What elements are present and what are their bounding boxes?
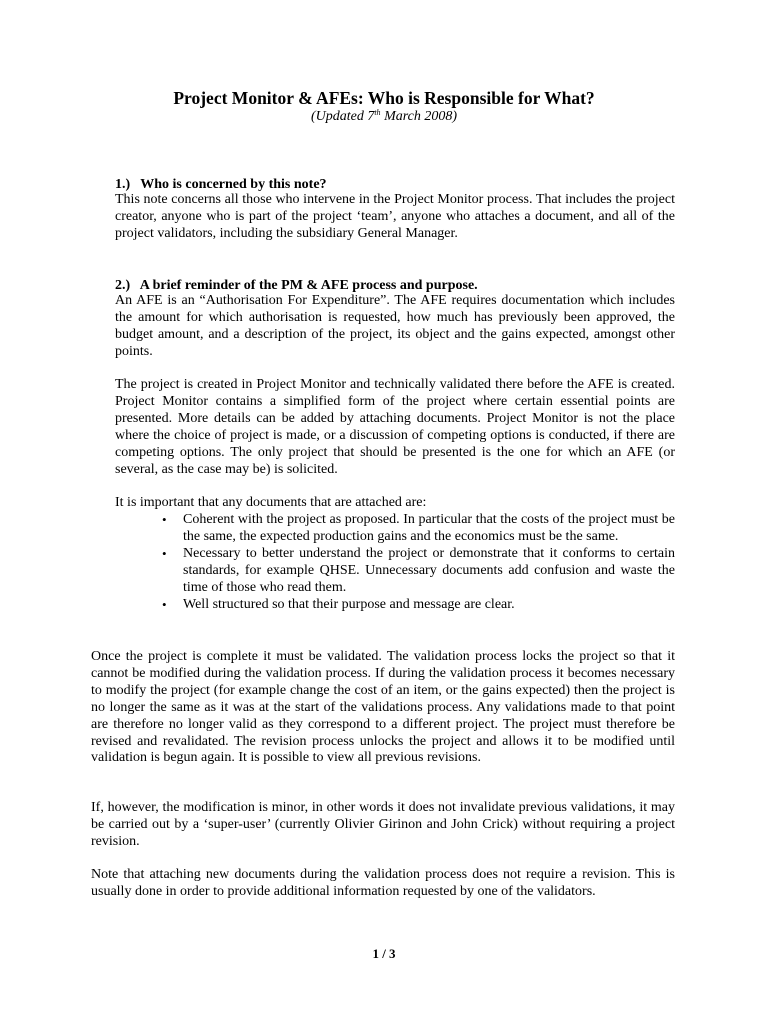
section-2-title: A brief reminder of the PM & AFE process and purpose. [139,278,478,293]
list-item-text: Coherent with the project as proposed. In particular that the costs of the project must be the same, the expected production gains and the economics must be the same. [183,512,675,544]
list-item [162,596,675,614]
section-2-paragraph-project-monitor: The project is created in Project Monitor and technically validated there before the AFE is created. Project Monitor contains a simplified form of the project where certain essential points are presented. More details can be added by attaching documents. Project Monitor is not the place where the choice of project is made, or a discussion of competing options is conducted, if there are competing options. The only project that should be presented is the one for which an AFE (or several, as the case may be) is solicited. [115,377,675,477]
attached-documents-list [162,512,675,613]
bullet-icon: • [162,596,167,612]
bullet-icon: • [162,512,167,527]
section-1-title: Who is concerned by this note? [140,177,327,192]
document-title: Project Monitor & AFEs: Who is Responsible for What? [173,88,595,108]
validation-paragraph: Once the project is complete it must be validated. The validation process locks the project so that it cannot be modified during the validation process. If during the validation process it becomes necessary to modify the project (for example change the cost of an item, or the gains expected) then the project is no longer the same as it was at the start of the validations process. Any validations made to that point are therefore no longer valid as they correspond to a different project. The project must therefore be revised and revalidated. The revision process unlocks the project and allows it to be modified until validation is begun again. It is possible to view all previous revisions. [91,649,675,766]
section-1-heading [115,176,327,193]
list-item [162,512,675,546]
section-2-number: 2.) [115,278,131,293]
list-item-text: Necessary to better understand the project or demonstrate that it conforms to certain standards, for example QHSE. Unnecessary documents add confusion and waste the time of those who read them. [183,545,675,595]
section-2-paragraph-afe: An AFE is an “Authorisation For Expenditure”. The AFE requires documentation which includes the amount for which authorisation is requested, how much has previously been approved, the budget amount, and a description of the project, its object and the gains expected, amongst other points. [115,293,675,359]
section-2-paragraph-documents-intro: It is important that any documents that are attached are: [115,495,427,510]
subtitle-updated-month: March 2008 [380,109,453,124]
list-item [162,545,675,597]
section-2-heading [115,277,478,294]
subtitle-close-paren: ) [452,109,458,124]
subtitle-date-suffix: th [374,108,381,117]
subtitle-updated-date: Updated 7 [315,109,375,124]
page-number: 1 / 3 [372,946,396,961]
list-item-text: Well structured so that their purpose and message are clear. [183,596,515,612]
bullet-icon: • [162,545,167,561]
section-1-number: 1.) [115,177,131,192]
document-subtitle [0,108,768,126]
subtitle-open-paren: ( [310,109,316,124]
section-1-paragraph: This note concerns all those who intervene in the Project Monitor process. That includes the project creator, anyone who is part of the project ‘team’, anyone who attaches a document, and all of the project validators, including the subsidiary General Manager. [115,192,675,241]
super-user-paragraph: If, however, the modification is minor, in other words it does not invalidate previous validations, it may be carried out by a ‘super-user’ (currently Olivier Girinon and John Crick) without requiring a project revision. [91,800,675,849]
attachments-note-paragraph: Note that attaching new documents during the validation process does not require a revision. This is usually done in order to provide additional information requested by one of the validators. [91,867,675,899]
